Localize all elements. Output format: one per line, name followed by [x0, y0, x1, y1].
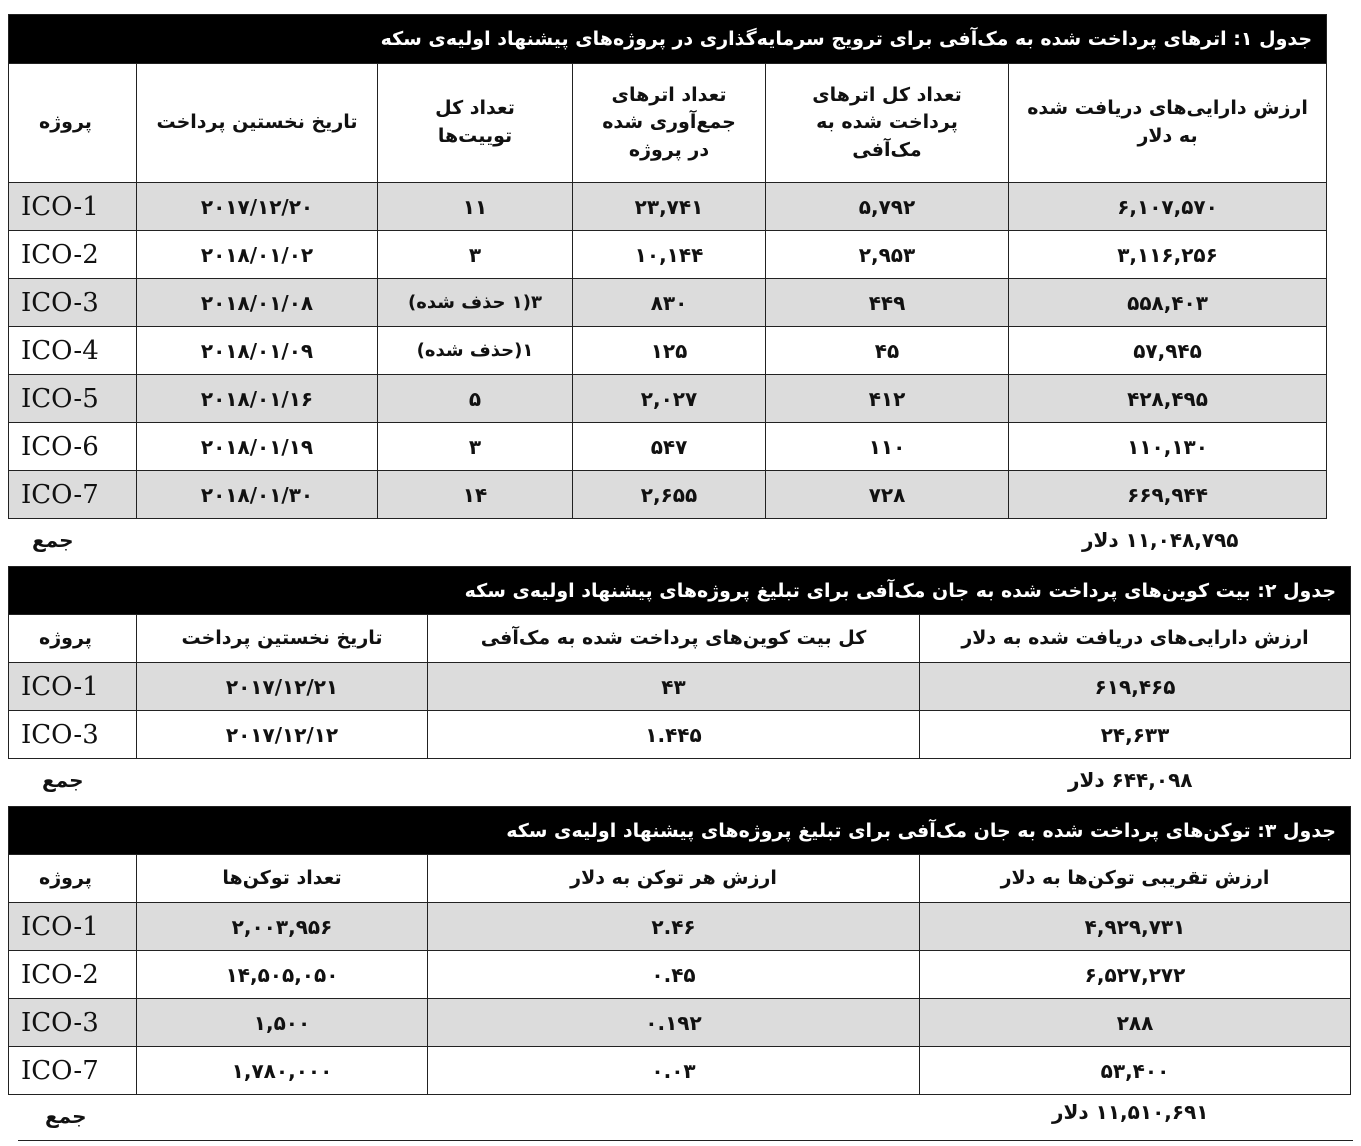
header-project: پروژه — [9, 615, 137, 663]
date-cell: ۲۰۱۷/۱۲/۱۲ — [137, 711, 428, 759]
table-2-sum-label: جمع — [42, 768, 84, 792]
header-project: پروژه — [9, 64, 137, 183]
date-cell: ۲۰۱۸/۰۱/۱۶ — [137, 375, 378, 423]
table-row — [9, 903, 1351, 951]
project-cell: ICO-6 — [9, 423, 137, 471]
table-row — [9, 471, 1327, 519]
bottom-divider — [18, 1140, 1353, 1141]
collected-cell: ۲,۰۲۷ — [573, 375, 766, 423]
token-count-cell: ۱۴,۵۰۵,۰۵۰ — [137, 951, 428, 999]
table-3-sum-label: جمع — [45, 1104, 87, 1128]
date-cell: ۲۰۱۸/۰۱/۰۹ — [137, 327, 378, 375]
table-row — [9, 231, 1327, 279]
project-cell: ICO-4 — [9, 327, 137, 375]
unit-value-cell: ۲.۴۶ — [428, 903, 920, 951]
table-3-sum-value: ۱۱,۵۱۰,۶۹۱ دلار — [1052, 1100, 1209, 1124]
table-row — [9, 327, 1327, 375]
header-collected: تعداد اترهای جمع‌آوری شده در پروژه — [573, 64, 766, 183]
value-cell: ۵۷,۹۴۵ — [1009, 327, 1327, 375]
paid-cell: ۴۱۲ — [766, 375, 1009, 423]
header-first-payment: تاریخ نخستین پرداخت — [137, 615, 428, 663]
value-cell: ۳,۱۱۶,۲۵۶ — [1009, 231, 1327, 279]
collected-cell: ۸۳۰ — [573, 279, 766, 327]
header-value: ارزش دارایی‌های دریافت شده به دلار — [920, 615, 1351, 663]
table-1-title: جدول ۱: اترهای پرداخت شده به مک‌آفی برای ترویج سرمایه‌گذاری در پروژه‌های پیشنهاد اولیه‌ی سکه — [9, 15, 1327, 64]
btc-cell: ۴۳ — [428, 663, 920, 711]
project-cell: ICO-7 — [9, 1047, 137, 1095]
value-cell: ۶۶۹,۹۴۴ — [1009, 471, 1327, 519]
approx-value-cell: ۴,۹۲۹,۷۳۱ — [920, 903, 1351, 951]
project-cell: ICO-3 — [9, 711, 137, 759]
tweets-cell: ۵ — [378, 375, 573, 423]
value-cell: ۶۱۹,۴۶۵ — [920, 663, 1351, 711]
paid-cell: ۱۱۰ — [766, 423, 1009, 471]
table-row — [9, 375, 1327, 423]
table-1 — [8, 14, 1327, 519]
collected-cell: ۲,۶۵۵ — [573, 471, 766, 519]
header-unit-value: ارزش هر توکن به دلار — [428, 855, 920, 903]
header-token-count: تعداد توکن‌ها — [137, 855, 428, 903]
date-cell: ۲۰۱۸/۰۱/۰۸ — [137, 279, 378, 327]
project-cell: ICO-2 — [9, 231, 137, 279]
approx-value-cell: ۲۸۸ — [920, 999, 1351, 1047]
token-count-cell: ۱,۷۸۰,۰۰۰ — [137, 1047, 428, 1095]
token-count-cell: ۱,۵۰۰ — [137, 999, 428, 1047]
paid-cell: ۴۴۹ — [766, 279, 1009, 327]
paid-cell: ۷۲۸ — [766, 471, 1009, 519]
project-cell: ICO-5 — [9, 375, 137, 423]
approx-value-cell: ۵۳,۴۰۰ — [920, 1047, 1351, 1095]
collected-cell: ۲۳,۷۴۱ — [573, 183, 766, 231]
value-cell: ۲۴,۶۳۳ — [920, 711, 1351, 759]
date-cell: ۲۰۱۸/۰۱/۰۲ — [137, 231, 378, 279]
project-cell: ICO-1 — [9, 903, 137, 951]
table-row — [9, 279, 1327, 327]
table-2 — [8, 566, 1351, 759]
table-row — [9, 711, 1351, 759]
collected-cell: ۱۰,۱۴۴ — [573, 231, 766, 279]
header-tweets: تعداد کل توییت‌ها — [378, 64, 573, 183]
table-3-title: جدول ۳: توکن‌های پرداخت شده به جان مک‌آفی برای تبلیغ پروژه‌های پیشنهاد اولیه‌ی سکه — [9, 807, 1351, 855]
tweets-cell: ۳ — [378, 423, 573, 471]
value-cell: ۴۲۸,۴۹۵ — [1009, 375, 1327, 423]
table-1-sum-label: جمع — [32, 528, 74, 552]
tweets-cell: ۱۱ — [378, 183, 573, 231]
project-cell: ICO-1 — [9, 183, 137, 231]
collected-cell: ۱۲۵ — [573, 327, 766, 375]
project-cell: ICO-2 — [9, 951, 137, 999]
header-paid: تعداد کل اترهای پرداخت شده به مک‌آفی — [766, 64, 1009, 183]
collected-cell: ۵۴۷ — [573, 423, 766, 471]
project-cell: ICO-3 — [9, 279, 137, 327]
unit-value-cell: ۰.۴۵ — [428, 951, 920, 999]
table-row — [9, 663, 1351, 711]
header-project: پروژه — [9, 855, 137, 903]
table-row — [9, 999, 1351, 1047]
project-cell: ICO-7 — [9, 471, 137, 519]
approx-value-cell: ۶,۵۲۷,۲۷۲ — [920, 951, 1351, 999]
table-row — [9, 183, 1327, 231]
project-cell: ICO-1 — [9, 663, 137, 711]
table-row — [9, 1047, 1351, 1095]
date-cell: ۲۰۱۸/۰۱/۳۰ — [137, 471, 378, 519]
unit-value-cell: ۰.۰۳ — [428, 1047, 920, 1095]
date-cell: ۲۰۱۷/۱۲/۲۰ — [137, 183, 378, 231]
tweets-cell: ۳ — [378, 231, 573, 279]
token-count-cell: ۲,۰۰۳,۹۵۶ — [137, 903, 428, 951]
value-cell: ۶,۱۰۷,۵۷۰ — [1009, 183, 1327, 231]
tweets-cell: ۱(حذف شده) — [378, 327, 573, 375]
header-total-btc: کل بیت کوین‌های پرداخت شده به مک‌آفی — [428, 615, 920, 663]
table-3 — [8, 806, 1351, 1095]
table-2-title: جدول ۲: بیت کوین‌های پرداخت شده به جان مک‌آفی برای تبلیغ پروژه‌های پیشنهاد اولیه‌ی سکه — [9, 567, 1351, 615]
table-2-sum-value: ۶۴۴,۰۹۸ دلار — [1068, 768, 1193, 792]
project-cell: ICO-3 — [9, 999, 137, 1047]
value-cell: ۵۵۸,۴۰۳ — [1009, 279, 1327, 327]
value-cell: ۱۱۰,۱۳۰ — [1009, 423, 1327, 471]
tweets-cell: ۱۴ — [378, 471, 573, 519]
tweets-cell: ۳(۱ حذف شده) — [378, 279, 573, 327]
date-cell: ۲۰۱۸/۰۱/۱۹ — [137, 423, 378, 471]
table-row — [9, 423, 1327, 471]
paid-cell: ۵,۷۹۲ — [766, 183, 1009, 231]
header-value: ارزش دارایی‌های دریافت شده به دلار — [1009, 64, 1327, 183]
date-cell: ۲۰۱۷/۱۲/۲۱ — [137, 663, 428, 711]
header-approx-value: ارزش تقریبی توکن‌ها به دلار — [920, 855, 1351, 903]
paid-cell: ۴۵ — [766, 327, 1009, 375]
unit-value-cell: ۰.۱۹۲ — [428, 999, 920, 1047]
btc-cell: ۱.۴۴۵ — [428, 711, 920, 759]
table-row — [9, 951, 1351, 999]
table-1-sum-value: ۱۱,۰۴۸,۷۹۵ دلار — [1082, 528, 1239, 552]
header-first-payment: تاریخ نخستین پرداخت — [137, 64, 378, 183]
paid-cell: ۲,۹۵۳ — [766, 231, 1009, 279]
